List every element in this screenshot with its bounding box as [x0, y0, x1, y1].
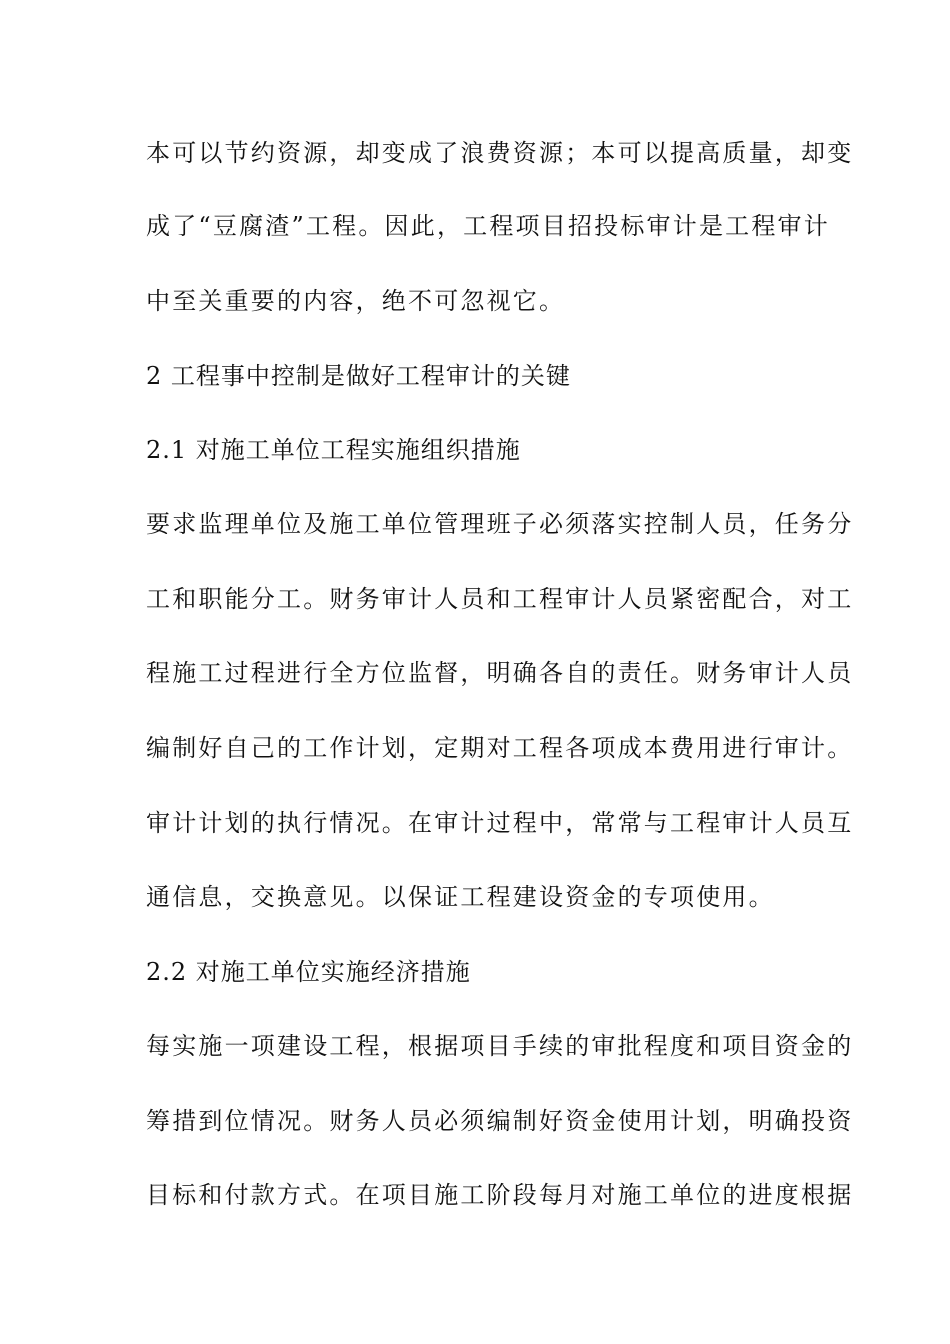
paragraph-line-13: 每实施一项建设工程，根据项目手续的审批程度和项目资金的: [146, 1032, 854, 1060]
paragraph-line-3: 中至关重要的内容，绝不可忽视它。: [146, 287, 566, 315]
paragraph-line-7: 工和职能分工。财务审计人员和工程审计人员紧密配合，对工: [146, 585, 854, 613]
paragraph-line-14: 筹措到位情况。财务人员必须编制好资金使用计划，明确投资: [146, 1107, 854, 1135]
paragraph-line-1: 本可以节约资源，却变成了浪费资源；本可以提高质量，却变: [146, 139, 854, 167]
paragraph-line-9: 编制好自己的工作计划，定期对工程各项成本费用进行审计。: [146, 734, 854, 762]
section-heading-2: 2 工程事中控制是做好工程审计的关键: [146, 362, 571, 390]
paragraph-line-6: 要求监理单位及施工单位管理班子必须落实控制人员，任务分: [146, 510, 854, 538]
paragraph-line-8: 程施工过程进行全方位监督，明确各自的责任。财务审计人员: [146, 659, 854, 687]
paragraph-line-10: 审计计划的执行情况。在审计过程中，常常与工程审计人员互: [146, 809, 854, 837]
paragraph-line-2: 成了“豆腐渣”工程。因此，工程项目招投标审计是工程审计: [146, 212, 830, 240]
subsection-heading-2-1: 2.1 对施工单位工程实施组织措施: [146, 436, 521, 464]
paragraph-line-15: 目标和付款方式。在项目施工阶段每月对施工单位的进度根据: [146, 1181, 854, 1209]
subsection-heading-2-2: 2.2 对施工单位实施经济措施: [146, 958, 471, 986]
paragraph-line-11: 通信息，交换意见。以保证工程建设资金的专项使用。: [146, 883, 775, 911]
